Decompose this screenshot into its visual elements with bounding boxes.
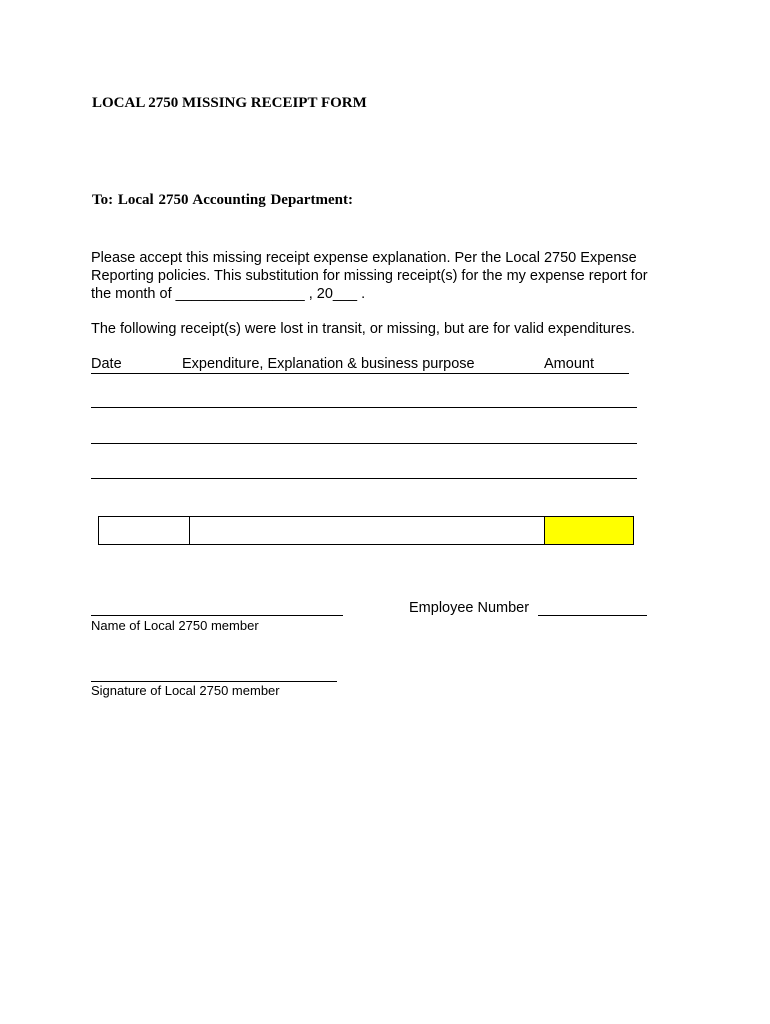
total-description-cell[interactable] [190,517,545,544]
intro-text-line: Please accept this missing receipt expense explanation. Per the Local 2750 Expense [91,250,637,266]
total-date-cell[interactable] [99,517,190,544]
employee-number-label: Employee Number [409,600,530,616]
column-header-amount: Amount [544,356,594,372]
addressee-line: To: Local 2750 Accounting Department: [92,192,353,208]
form-title: LOCAL 2750 MISSING RECEIPT FORM [92,95,367,111]
member-name-label: Name of Local 2750 member [91,618,259,633]
column-header-expenditure: Expenditure, Explanation & business purpose [182,356,475,372]
expense-entry-line[interactable] [91,443,637,444]
employee-number-line[interactable] [538,615,647,616]
expense-entry-line[interactable] [91,407,637,408]
intro-text-line: Reporting policies. This substitution for missing receipt(s) for the my expense report for [91,268,648,284]
lost-receipts-statement: The following receipt(s) were lost in transit, or missing, but are for valid expenditures. [91,321,635,337]
expense-entry-line[interactable] [91,478,637,479]
member-name-line[interactable] [91,615,343,616]
column-header-date: Date [91,356,122,372]
intro-text-line: the month of ________________ , 20___ . [91,286,366,302]
member-signature-line[interactable] [91,681,337,682]
total-amount-cell[interactable] [545,517,633,544]
column-header-underline [91,373,629,374]
totals-row [98,516,634,545]
member-signature-label: Signature of Local 2750 member [91,683,280,698]
